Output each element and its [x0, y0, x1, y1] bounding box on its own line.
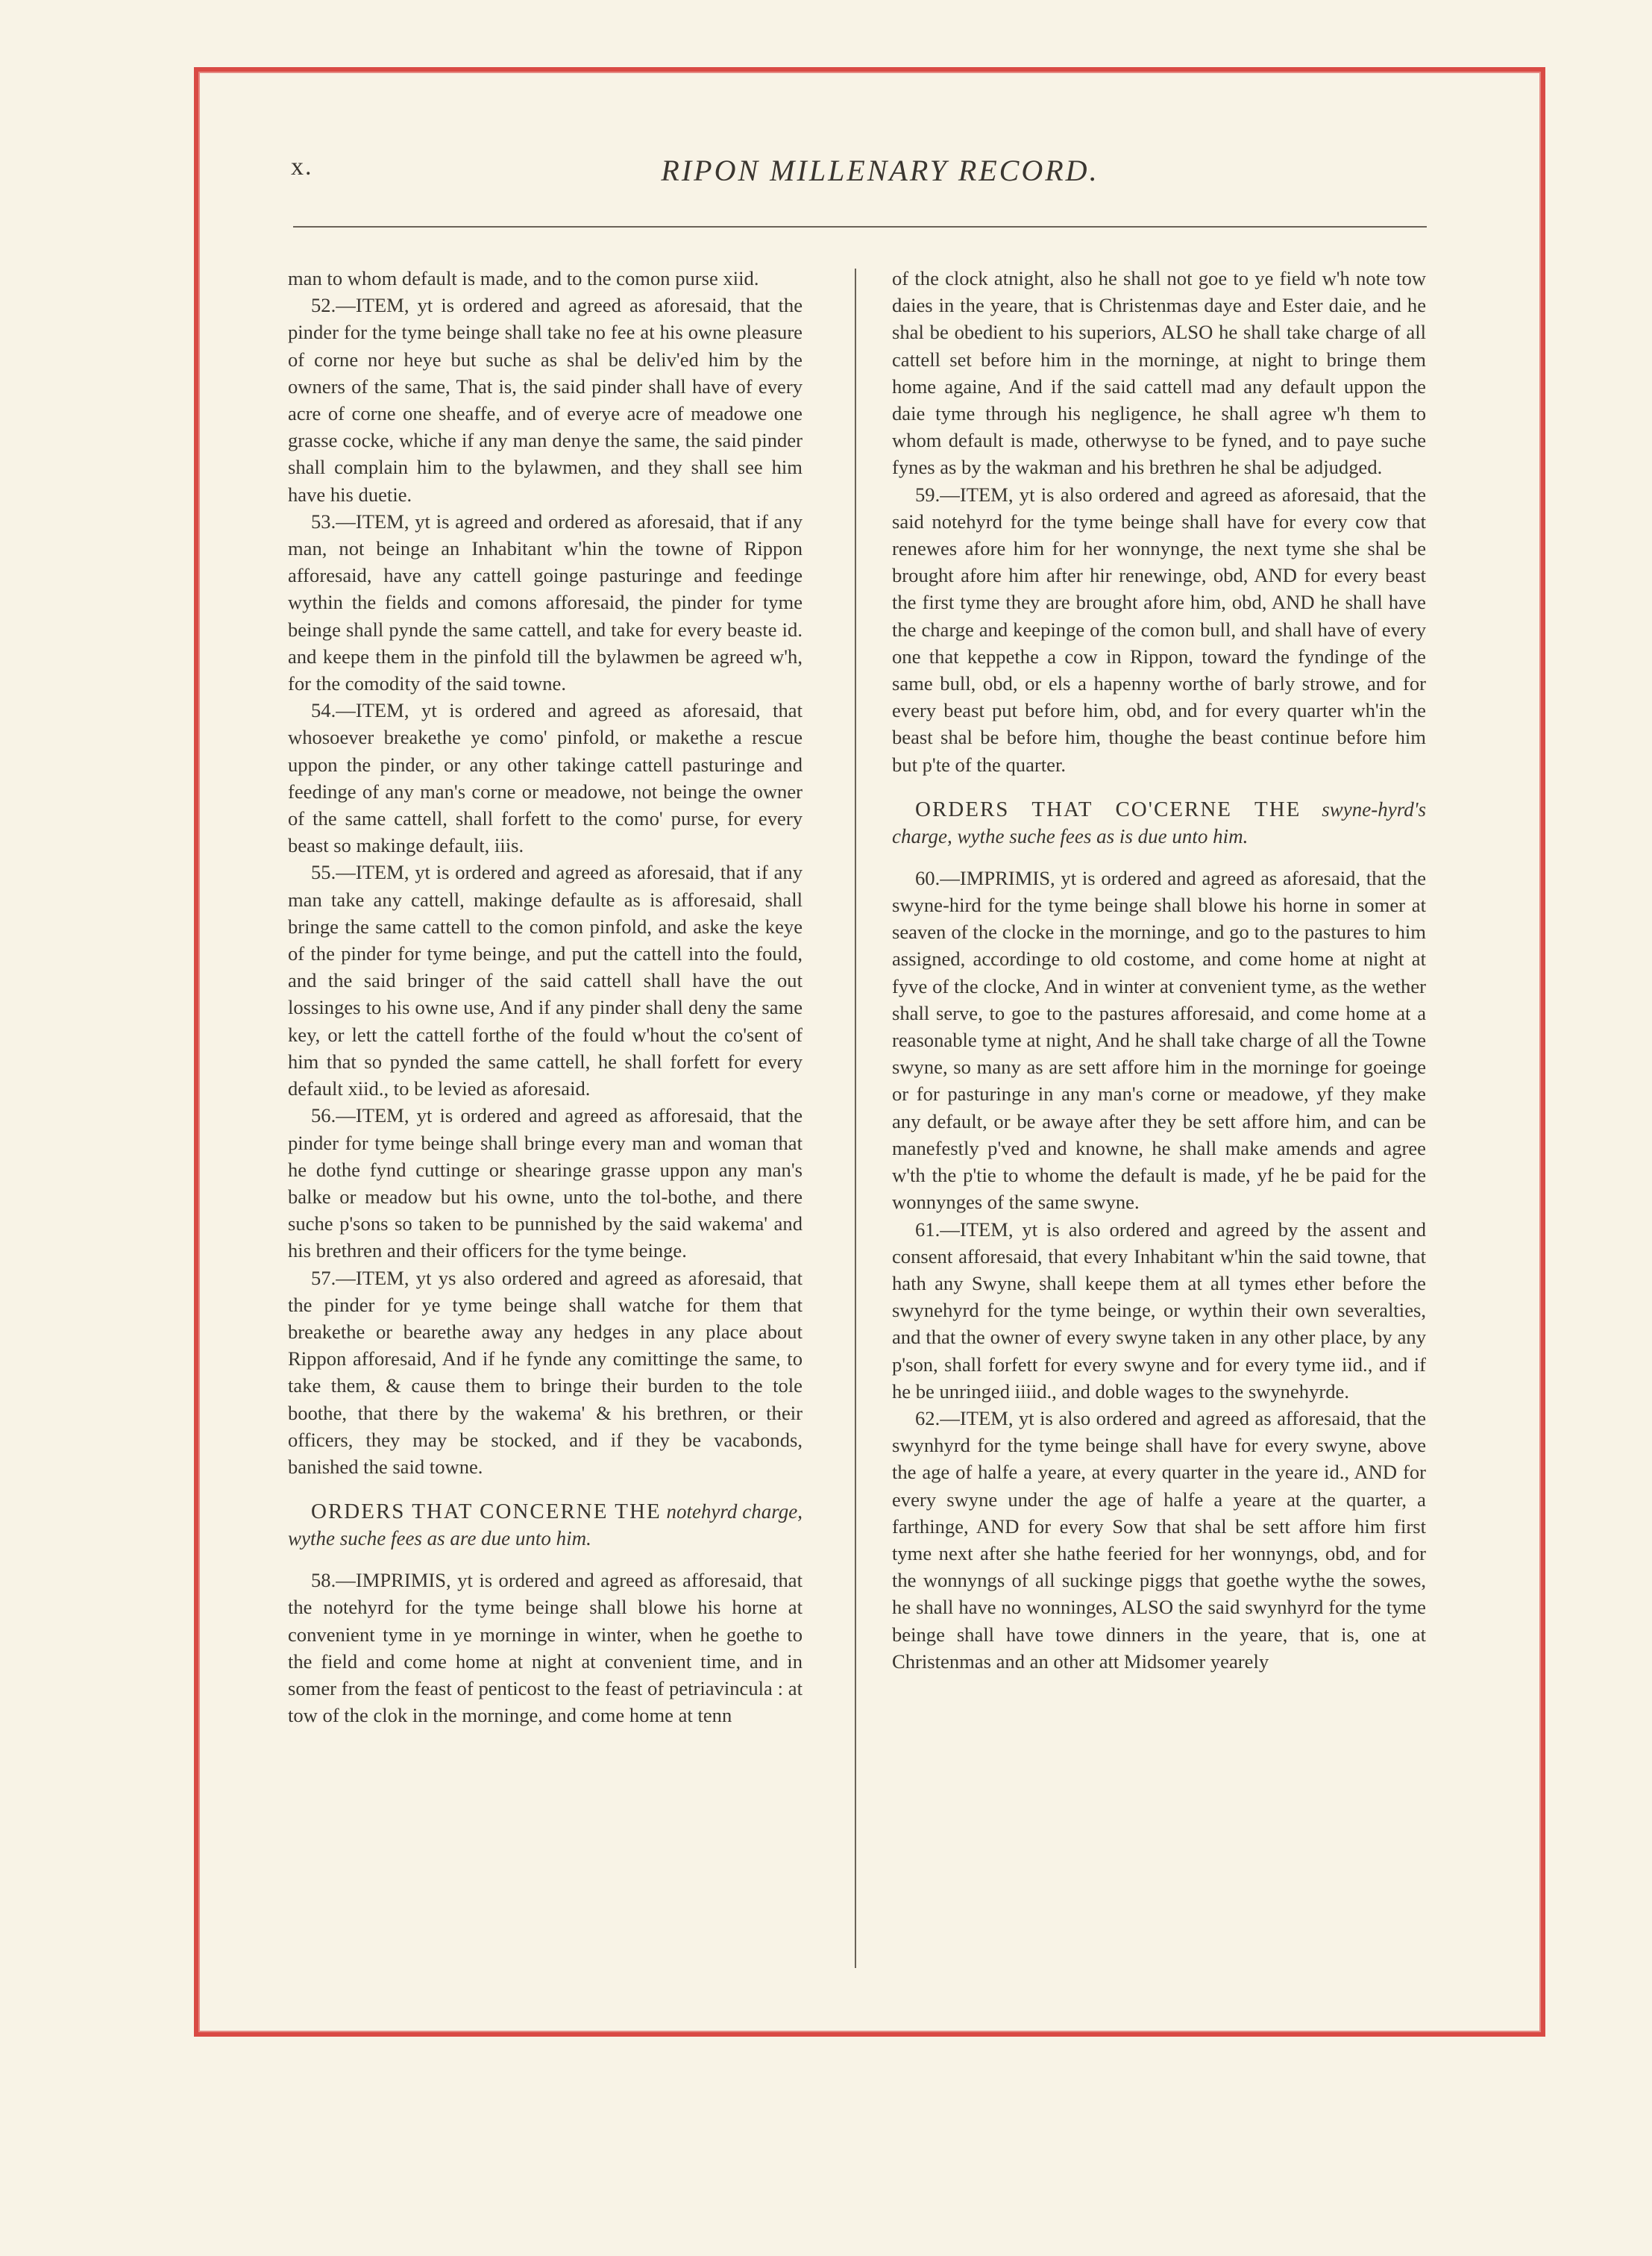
item-56: 56.—ITEM, yt is ordered and agreed as afforesaid, that the pinder for tyme beinge shall bringe every man and woman that he dothe fynd cuttinge or shearinge grasse uppon any man's balke or meadow but his owne, unto the tol-bothe, and there suche p'sons so taken to be punnished by the said wakema' and his brethren and their officers for the tyme beinge.: [288, 1104, 803, 1262]
running-head: [291, 153, 1425, 198]
item-55: 55.—ITEM, yt is ordered and agreed as aforesaid, that if any man take any cattell, makinge defaulte as is afforesaid, shall bringe the same cattell to the comon pinfold, and aske the keye of the pinder for tyme beinge, and put the cattell into the fould, and the said bringer of the said cattell shall have the out lossinges to his owne use, And if any pinder shall deny the same key, or lett the cattell forthe of the fould w'hout the co'sent of him that so pynded the same cattell, he shall forfett for every default xiid., to be levied as aforesaid.: [288, 861, 803, 1100]
item-60: 60.—IMPRIMIS, yt is ordered and agreed as aforesaid, that the swyne-hird for the tyme beinge shall blowe his horne in somer at seaven of the clocke in the morninge, and go to the pastures to him assigned, accordinge to old costome, and come home at night at fyve of the clocke, And in winter at convenient tyme, as the wether shall serve, to goe to the pastures afforesaid, and come home at a reasonable tyme at night, And he shall take charge of all the Towne swyne, so many as are sett affore him in the morninge for goeinge or for pasturinge in any man's corne or meadowe, yf they make any default, or be awaye after they be sett affore him, and can be manefestly p'ved and knowne, he shall make amends and agree w'th the p'tie to whome the default is made, yf he be paid for the wonnynges of the same swyne.: [892, 866, 1426, 1214]
right-column: [892, 265, 1426, 1675]
heading-caps: ORDERS THAT CO'CERNE THE: [915, 797, 1301, 821]
section-heading-notehyrd: [288, 1498, 803, 1552]
item-59: 59.—ITEM, yt is also ordered and agreed as aforesaid, that the said notehyrd for the tyme beinge shall have for every cow that renewes afore him for her wonnynge, the next tyme she shal be brought afore him after hir renewinge, obd, AND for every beast the first tyme they are brought afore him, obd, AND he shall have the charge and keepinge of the comon bull, and shall have of every one that keppethe a cow in Rippon, toward the fyndinge of the same bull, obd, or els a hapenny worthe of barly strowe, and for every beast put before him, obd, and for every quarter wh'in the beast shal be before him, thoughe the beast continue before him but p'te of the quarter.: [892, 483, 1426, 776]
column-divider: [855, 269, 856, 1968]
item-54: 54.—ITEM, yt is ordered and agreed as aforesaid, that whosoever breakethe ye como' pinfold, or makethe a rescue uppon the pinder, or any other takinge cattell pasturinge and feedinge of any man's corne or meadowe, not beinge the owner of the same cattell, shall forfett to the como' purse, for every beast so makinge default, iiis.: [288, 699, 803, 857]
item-61: 61.—ITEM, yt is also ordered and agreed by the assent and consent afforesaid, that every Inhabitant w'hin the said towne, that hath any Swyne, shall keepe them at all tymes ether before the swynehyrd for the tyme beinge, or wythin their own severalties, and that the owner of every swyne taken in any other place, by any p'son, shall forfett for every swyne and for every tyme iid., and if he be unringed iiiid., and doble wages to the swynehyrde.: [892, 1218, 1426, 1403]
paragraph-continued: man to whom default is made, and to the comon purse xiid.: [288, 267, 759, 289]
item-53: 53.—ITEM, yt is agreed and ordered as aforesaid, that if any man, not beinge an Inhabitant w'hin the towne of Rippon afforesaid, have any cattell goinge pasturinge and feedinge wythin the fields and comons afforesaid, the pinder for tyme beinge shall pynde the same cattell, and take for every beaste id. and keepe them in the pinfold till the bylawmen be agreed w'h, for the comodity of the said towne.: [288, 510, 803, 695]
heading-caps: ORDERS THAT CONCERNE THE: [311, 1500, 662, 1524]
header-rule: [293, 226, 1427, 228]
item-58: 58.—IMPRIMIS, yt is ordered and agreed as afforesaid, that the notehyrd for the tyme beinge shall blowe his horne at convenient tyme in ye morninge in winter, when he goethe to the field and come home at night at convenient time, and in somer from the feast of penticost to the feast of petriavincula : at tow of the clok in the morninge, and come home at tenn: [288, 1569, 803, 1727]
item-57: 57.—ITEM, yt ys also ordered and agreed as aforesaid, that the pinder for ye tyme beinge shall watche for them that breakethe or bearethe away any hedges in any place about Rippon afforesaid, And if he fynde any comittinge the same, to take them, & cause them to bringe their burden to the tole boothe, that there by the wakema' & his brethren, or their officers, they may be stocked, and if they be vacabonds, banished the said towne.: [288, 1266, 803, 1478]
heading-italic: swyne-hyrd's charge, wythe suche fees as is due unto him.: [892, 798, 1426, 847]
heading-italic: notehyrd charge, wythe suche fees as are due unto him.: [288, 1500, 803, 1550]
paragraph-continued: of the clock atnight, also he shall not goe to ye field w'h note tow daies in the yeare, that is Christenmas daye and Ester daie, and he shal be obedient to his superiors, ALSO he shall take charge of all cattell set before him in the morninge, at night to bringe them home againe, And if the said cattell mad any default uppon the daie tyme through his negligence, he shall agree w'h them to whom default is made, otherwyse to be fyned, and to paye suche fynes as by the wakman and his brethren he shal be adjudged.: [892, 267, 1426, 479]
left-column: [288, 265, 803, 1729]
page-title: RIPON MILLENARY RECORD.: [661, 154, 1099, 187]
item-62: 62.—ITEM, yt is also ordered and agreed as afforesaid, that the swynhyrd for the tyme beinge shall have for every swyne, above the age of halfe a yeare, at every quarter in the yeare id., AND for every swyne under the age of halfe a yeare at the quarter, a farthinge, AND for every Sow that shal be sett affore him first tyme next after she hathe feeried for her wonnyngs, obd, and for the wonnyngs of all suckinge piggs that goethe wythe the sowes, he shall have no wonninges, ALSO the said swynhyrd for the tyme beinge shall have towe dinners in the yeare, that is, one at Christenmas and an other att Midsomer yearely: [892, 1406, 1426, 1673]
section-heading-swynehyrd: [892, 796, 1426, 850]
item-52: 52.—ITEM, yt is ordered and agreed as aforesaid, that the pinder for the tyme beinge shall take no fee at his owne pleasure of corne nor heye but suche as shal be deliv'ed him by the owners of the same, That is, the said pinder shall have of every acre of corne one sheaffe, and of everye acre of meadowe one grasse cocke, whiche if any man denye the same, the said pinder shall complain him to the bylawmen, and they shall see him have his duetie.: [288, 294, 803, 506]
page-number: x.: [291, 153, 313, 181]
